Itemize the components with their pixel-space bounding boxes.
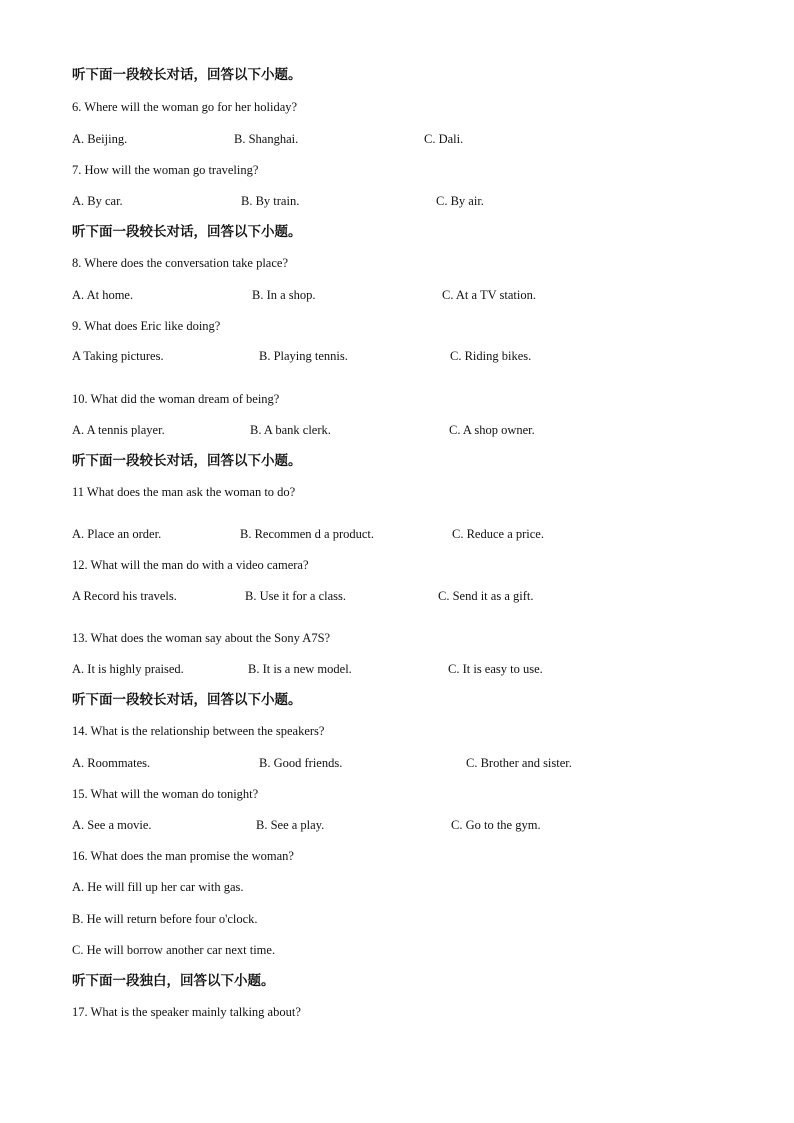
option-c: C. At a TV station. bbox=[442, 288, 536, 302]
option-c: C. Dali. bbox=[424, 132, 464, 146]
option-b: B. Good friends. bbox=[259, 756, 343, 770]
question-text: 6. Where will the woman go for her holiday? bbox=[72, 100, 298, 114]
option-a: A. Place an order. bbox=[72, 527, 162, 541]
option-b: B. In a shop. bbox=[252, 288, 316, 302]
option-b: B. A bank clerk. bbox=[250, 423, 331, 437]
option-a: A. Roommates. bbox=[72, 756, 151, 770]
option-b: B. See a play. bbox=[256, 818, 325, 832]
section-heading: 听下面一段较长对话，回答以下小题。 bbox=[72, 692, 302, 708]
option-c: C. It is easy to use. bbox=[448, 662, 543, 676]
question-text: 13. What does the woman say about the Sony A7S? bbox=[72, 631, 331, 645]
option-b: B. By train. bbox=[241, 194, 300, 208]
question-text: 8. Where does the conversation take place? bbox=[72, 256, 288, 270]
question-text: C. He will borrow another car next time. bbox=[72, 943, 276, 957]
question-text: 12. What will the man do with a video camera? bbox=[72, 558, 309, 572]
section-heading: 听下面一段较长对话，回答以下小题。 bbox=[72, 453, 302, 469]
option-c: C. Reduce a price. bbox=[452, 527, 544, 541]
option-c: C. By air. bbox=[436, 194, 484, 208]
option-c: C. Send it as a gift. bbox=[438, 589, 534, 603]
question-text: B. He will return before four o'clock. bbox=[72, 912, 258, 926]
question-text: A. He will fill up her car with gas. bbox=[72, 880, 244, 894]
question-text: 16. What does the man promise the woman? bbox=[72, 849, 294, 863]
option-a: A. Beijing. bbox=[72, 132, 128, 146]
section-heading: 听下面一段较长对话，回答以下小题。 bbox=[72, 224, 302, 240]
question-text: 15. What will the woman do tonight? bbox=[72, 787, 259, 801]
option-a: A. A tennis player. bbox=[72, 423, 165, 437]
question-text: 14. What is the relationship between the speakers? bbox=[72, 724, 325, 738]
option-b: B. Use it for a class. bbox=[245, 589, 347, 603]
option-b: B. It is a new model. bbox=[248, 662, 352, 676]
option-a: A. At home. bbox=[72, 288, 134, 302]
option-b: B. Recommen d a product. bbox=[240, 527, 374, 541]
question-text: 11 What does the man ask the woman to do? bbox=[72, 485, 296, 499]
question-text: 7. How will the woman go traveling? bbox=[72, 163, 259, 177]
option-b: B. Shanghai. bbox=[234, 132, 299, 146]
option-c: C. Riding bikes. bbox=[450, 349, 532, 363]
option-b: B. Playing tennis. bbox=[259, 349, 348, 363]
option-a: A. It is highly praised. bbox=[72, 662, 184, 676]
section-heading: 听下面一段独白，回答以下小题。 bbox=[72, 973, 275, 989]
question-text: 10. What did the woman dream of being? bbox=[72, 392, 280, 406]
option-a: A. By car. bbox=[72, 194, 123, 208]
option-c: C. Go to the gym. bbox=[451, 818, 541, 832]
option-a: A Record his travels. bbox=[72, 589, 177, 603]
section-heading: 听下面一段较长对话，回答以下小题。 bbox=[72, 67, 302, 83]
option-c: C. A shop owner. bbox=[449, 423, 535, 437]
option-c: C. Brother and sister. bbox=[466, 756, 572, 770]
question-text: 9. What does Eric like doing? bbox=[72, 319, 221, 333]
question-text: 17. What is the speaker mainly talking about? bbox=[72, 1005, 301, 1019]
option-a: A Taking pictures. bbox=[72, 349, 164, 363]
option-a: A. See a movie. bbox=[72, 818, 152, 832]
